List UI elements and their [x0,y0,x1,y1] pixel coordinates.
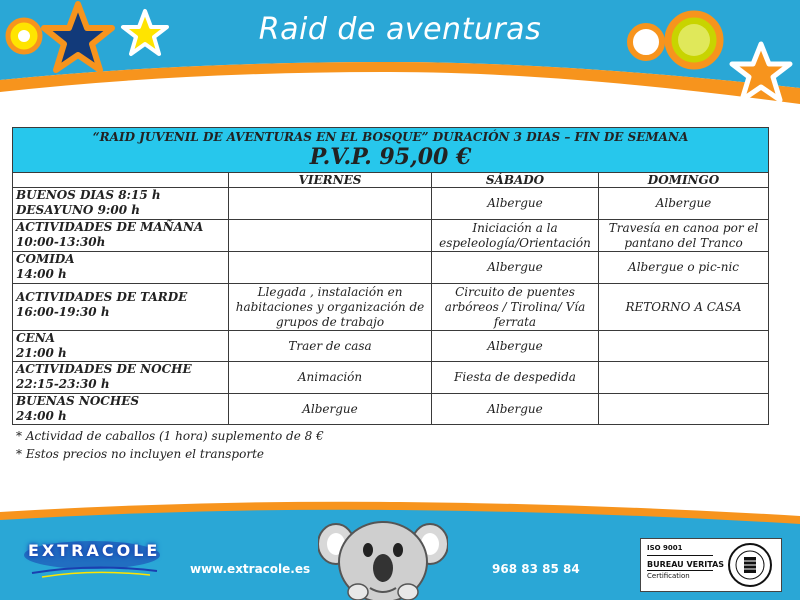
activity-name: COMIDA [16,252,75,266]
logo-text: EXTRACOLE [28,541,161,560]
footnotes [16,427,324,463]
table-row [13,284,769,331]
activity-time: 24:00 h [16,409,67,423]
domingo-cell [599,394,769,425]
activity-cell [13,362,229,394]
koala-mascot-icon [318,512,448,600]
header-banner [0,0,800,110]
viernes-cell: Animación [229,362,432,394]
certification-badge [640,538,782,592]
viernes-cell [229,220,432,252]
sabado-cell: Iniciación a la espeleología/Orientación [432,220,599,252]
viernes-cell [229,252,432,284]
viernes-cell: Albergue [229,394,432,425]
activity-name: ACTIVIDADES DE TARDE [16,290,188,304]
activity-time: 10:00-13:30h [16,235,106,249]
domingo-cell: Travesía en canoa por el pantano del Tranco [599,220,769,252]
table-header-row [13,173,769,188]
domingo-cell: RETORNO A CASA [599,284,769,331]
domingo-cell [599,362,769,394]
phone-number[interactable]: 968 83 85 84 [492,562,580,576]
table-row [13,220,769,252]
activity-time: 14:00 h [16,267,67,281]
activity-cell [13,284,229,331]
table-row [13,188,769,220]
sabado-cell: Albergue [432,188,599,220]
sabado-cell: Albergue [432,394,599,425]
sabado-cell: Albergue [432,252,599,284]
page-title: Raid de aventuras [258,12,542,47]
activity-cell [13,252,229,284]
footnote: * Estos precios no incluyen el transporte [16,447,264,461]
activity-time: DESAYUNO 9:00 h [16,203,140,217]
activity-cell [13,188,229,220]
program-title: “RAID JUVENIL DE AVENTURAS EN EL BOSQUE” DURACIÓN 3 DIAS – FIN DE SEMANA [92,130,689,144]
bureau-veritas-seal-icon [727,542,773,588]
schedule-table [12,127,769,425]
viernes-cell [229,188,432,220]
activity-time: 16:00-19:30 h [16,305,110,319]
activity-name: ACTIVIDADES DE MAÑANA [16,220,204,234]
footnote: * Actividad de caballos (1 hora) suplemento de 8 € [16,429,324,443]
column-header: SÁBADO [432,173,599,188]
viernes-cell: Traer de casa [229,331,432,362]
activity-cell [13,331,229,362]
table-row [13,331,769,362]
viernes-cell: Llegada , instalación en habitaciones y organización de grupos de trabajo [229,284,432,331]
column-header: DOMINGO [599,173,769,188]
activity-time: 22:15-23:30 h [16,377,110,391]
activity-cell [13,220,229,252]
activity-name: ACTIVIDADES DE NOCHE [16,362,192,376]
cert-iso: ISO 9001 [647,544,683,552]
domingo-cell [599,331,769,362]
activity-name: BUENOS DIAS 8:15 h [16,188,161,202]
cert-name: BUREAU VERITAS [647,560,725,569]
price: P.V.P. 95,00 € [309,144,472,170]
extracole-logo [22,537,162,582]
domingo-cell: Albergue [599,188,769,220]
table-row [13,252,769,284]
sabado-cell: Albergue [432,331,599,362]
website-link[interactable]: www.extracole.es [190,562,311,576]
activity-cell [13,394,229,425]
star-icon [728,40,794,106]
domingo-cell: Albergue o pic-nic [599,252,769,284]
activity-name: CENA [16,331,55,345]
activity-name: BUENAS NOCHES [16,394,139,408]
table-row [13,394,769,425]
table-row [13,362,769,394]
sabado-cell: Circuito de puentes arbóreos / Tirolina/ Vía ferrata [432,284,599,331]
table-banner [13,128,769,173]
activity-time: 21:00 h [16,346,67,360]
column-header [13,173,229,188]
column-header: VIERNES [229,173,432,188]
sabado-cell: Fiesta de despedida [432,362,599,394]
cert-label: Certification [647,572,690,580]
